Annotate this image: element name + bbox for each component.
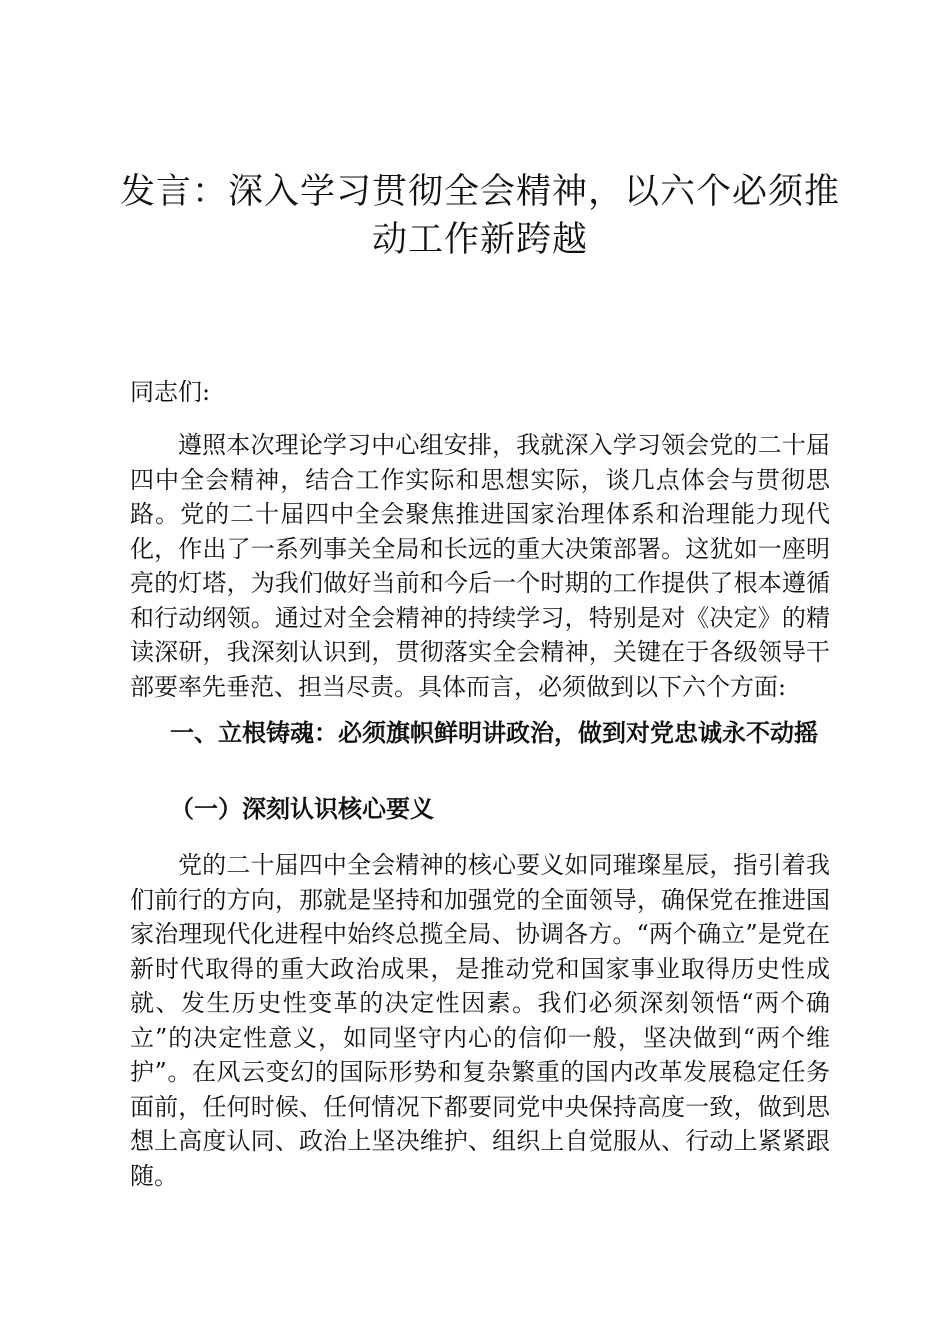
subsection-heading: （一）深刻认识核心要义: [170, 794, 434, 823]
salutation: 同志们:: [130, 378, 211, 406]
intro-paragraph: 遵照本次理论学习中心组安排，我就深入学习领会党的二十届四中全会精神，结合工作实际和思想实际，谈几点体会与贯彻思路。党的二十届四中全会聚焦推进国家治理体系和治理能力现代化，作出了一系列事关全局和长远的重大决策部署。这犹如一座明亮的灯塔，为我们做好当前和今后一个时期的工作提供了根本遵循和行动纲领。通过对全会精神的持续学习，特别是对《决定》的精读深研，我深刻认识到，贯彻落实全会精神，关键在于各级领导干部要率先垂范、担当尽责。具体而言，必须做到以下六个方面:: [130, 431, 830, 701]
body-paragraph: 党的二十届四中全会精神的核心要义如同璀璨星辰，指引着我们前行的方向，那就是坚持和加强党的全面领导，确保党在推进国家治理现代化进程中始终总揽全局、协调各方。“两个确立”是党在新时代取得的重大政治成果，是推动党和国家事业取得历史性成就、发生历史性变革的决定性因素。我们必须深刻领悟“两个确立”的决定性意义，如同坚守内心的信仰一般，坚决做到“两个维护”。在风云变幻的国际形势和复杂繁重的国内改革发展稳定任务面前，任何时候、任何情况下都要同党中央保持高度一致，做到思想上高度认同、政治上坚决维护、组织上自觉服从、行动上紧紧跟随。: [130, 851, 830, 1190]
document-title: 发言：深入学习贯彻全会精神，以六个必须推动工作新跨越: [119, 172, 840, 260]
section-heading: 一、立根铸魂：必须旗帜鲜明讲政治，做到对党忠诚永不动摇: [170, 718, 818, 747]
